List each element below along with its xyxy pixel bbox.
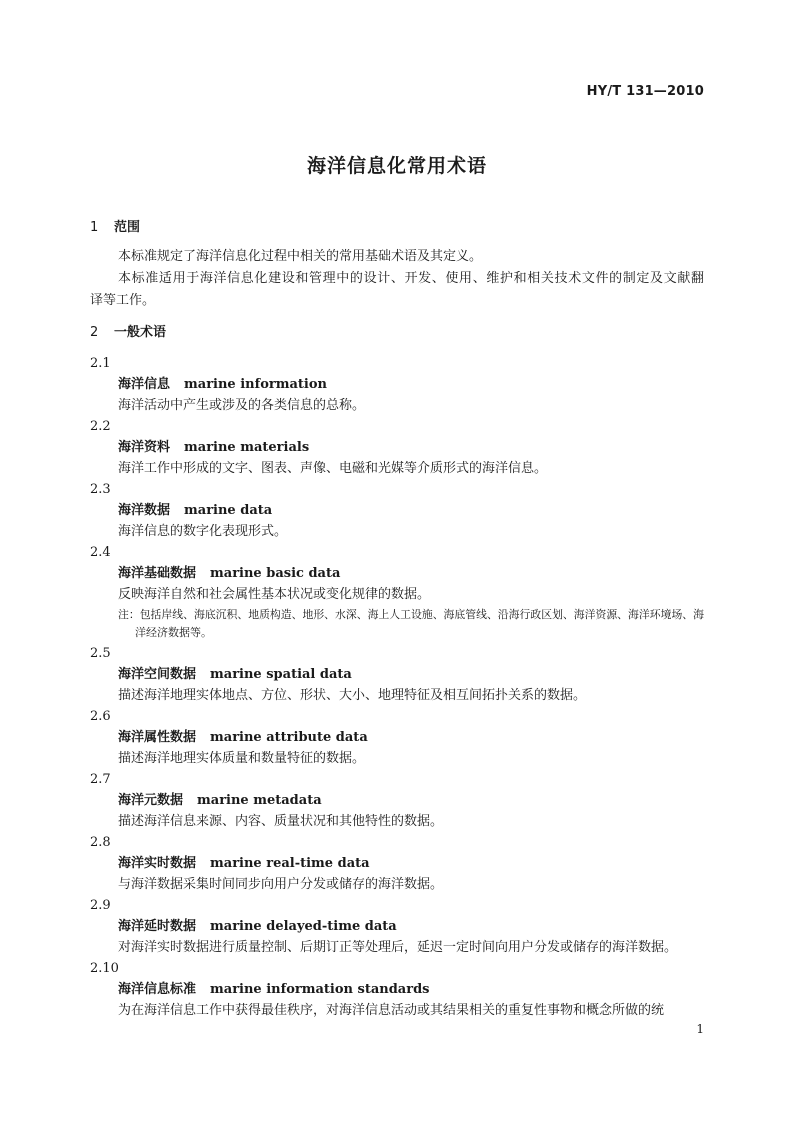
term-entry: [118, 565, 340, 583]
term-definition: 描述海洋信息来源、内容、质量状况和其他特性的数据。: [118, 814, 444, 829]
section-title: 一般术语: [114, 325, 167, 340]
term-number: 2.7: [90, 772, 111, 787]
term-entry: [118, 792, 322, 810]
section-title: 范围: [114, 220, 141, 235]
term-definition: 对海洋实时数据进行质量控制、后期订正等处理后，延迟一定时间向用户分发或储存的海洋数据。: [118, 940, 678, 955]
term-chinese: 海洋信息: [118, 377, 171, 392]
term-english: marine data: [184, 503, 273, 518]
term-entry: [118, 918, 397, 936]
section-number: 2: [90, 325, 99, 340]
term-chinese: 海洋元数据: [118, 793, 184, 808]
term-definition: 海洋活动中产生或涉及的各类信息的总称。: [118, 398, 366, 413]
term-chinese: 海洋实时数据: [118, 856, 197, 871]
term-definition: 描述海洋地理实体质量和数量特征的数据。: [118, 751, 366, 766]
term-number: 2.3: [90, 482, 111, 497]
term-chinese: 海洋空间数据: [118, 667, 197, 682]
term-english: marine spatial data: [210, 667, 352, 682]
term-number: 2.10: [90, 961, 119, 976]
scope-paragraph-1: 本标准规定了海洋信息化过程中相关的常用基础术语及其定义。: [118, 249, 483, 264]
term-definition: 为在海洋信息工作中获得最佳秩序，对海洋信息活动或其结果相关的重复性事物和概念所做的统: [118, 1003, 665, 1018]
term-number: 2.6: [90, 709, 111, 724]
term-definition: 海洋工作中形成的文字、图表、声像、电磁和光媒等介质形式的海洋信息。: [118, 461, 548, 476]
page-number: 1: [696, 1022, 704, 1036]
term-entry: [118, 855, 370, 873]
term-number: 2.9: [90, 898, 111, 913]
term-number: 2.4: [90, 545, 111, 560]
term-definition: 描述海洋地理实体地点、方位、形状、大小、地理特征及相互间拓扑关系的数据。: [118, 688, 587, 703]
term-definition: 反映海洋自然和社会属性基本状况或变化规律的数据。: [118, 587, 431, 602]
term-entry: [118, 439, 309, 457]
term-number: 2.1: [90, 356, 111, 371]
term-chinese: 海洋数据: [118, 503, 171, 518]
term-note-continued: 洋经济数据等。: [135, 626, 212, 639]
scope-paragraph-2-continued: 译等工作。: [90, 293, 156, 308]
term-english: marine information standards: [210, 982, 430, 997]
term-entry: [118, 666, 352, 684]
document-title: 海洋信息化常用术语: [306, 155, 487, 177]
scope-paragraph-2: 本标准适用于海洋信息化建设和管理中的设计、开发、使用、维护和相关技术文件的制定及文献翻: [118, 271, 704, 286]
section-number: 1: [90, 220, 99, 235]
term-number: 2.5: [90, 646, 111, 661]
term-english: marine delayed-time data: [210, 919, 397, 934]
term-number: 2.2: [90, 419, 111, 434]
term-entry: [118, 376, 327, 394]
term-chinese: 海洋属性数据: [118, 730, 197, 745]
term-definition: 海洋信息的数字化表现形式。: [118, 524, 288, 539]
term-entry: [118, 981, 429, 999]
term-english: marine materials: [184, 440, 310, 455]
term-entry: [118, 502, 272, 520]
term-chinese: 海洋基础数据: [118, 566, 197, 581]
section-heading-scope: [90, 219, 140, 237]
term-entry: [118, 729, 368, 747]
term-definition: 与海洋数据采集时间同步向用户分发或储存的海洋数据。: [118, 877, 444, 892]
term-chinese: 海洋资料: [118, 440, 171, 455]
section-heading-general-terms: [90, 324, 166, 342]
term-english: marine attribute data: [210, 730, 368, 745]
term-english: marine metadata: [197, 793, 322, 808]
term-number: 2.8: [90, 835, 111, 850]
term-english: marine information: [184, 377, 327, 392]
term-note: 注：包括岸线、海底沉积、地质构造、地形、水深、海上人工设施、海底管线、沿海行政区划、海洋资源、海洋环境场、海: [118, 608, 704, 621]
standard-code: HY/T 131—2010: [586, 84, 704, 99]
term-chinese: 海洋信息标准: [118, 982, 197, 997]
term-chinese: 海洋延时数据: [118, 919, 197, 934]
term-english: marine basic data: [210, 566, 341, 581]
term-english: marine real-time data: [210, 856, 370, 871]
